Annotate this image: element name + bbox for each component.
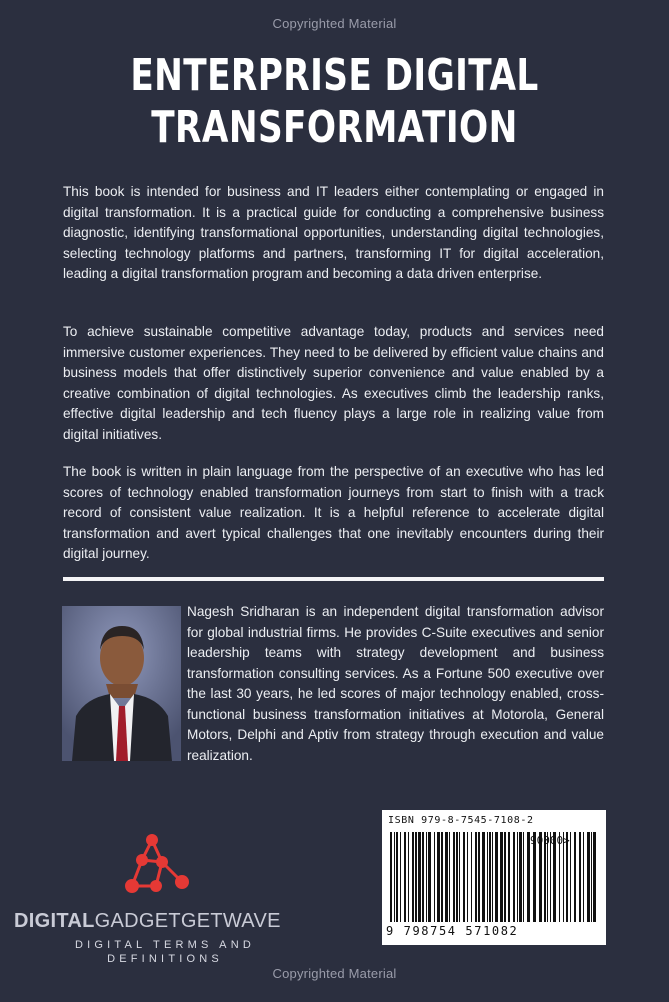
barcode-bar: [471, 832, 472, 922]
description-paragraph-3: The book is written in plain language from the perspective of an executive who has led scores of technology enabled transformation journeys from start to finish with a track record of consistent value realization. It is a helpful reference to accelerate digital transformation and avert typical challenges that one inevitably encounters during their digital journey.: [63, 464, 604, 561]
barcode-bar: [428, 832, 431, 922]
barcode-bar: [583, 832, 584, 922]
brand-watermark: [0, 830, 330, 970]
price-code: 90000>: [530, 834, 570, 847]
barcode-bar: [426, 832, 427, 922]
author-photo: [62, 606, 181, 761]
barcode-bar: [591, 832, 592, 922]
barcode-bar: [517, 832, 518, 922]
barcode-bar: [422, 832, 424, 922]
barcode-bar: [441, 832, 443, 922]
author-bio: Nagesh Sridharan is an independent digital transformation advisor for global industrial firms. He provides C-Suite executives and senior leadership teams with strategy development and business transformation consulting services. As a Fortune 500 executive over the last 30 years, he led scores of major technology enabled, cross-functional business transformation initiatives at Motorola, General Motors, Delphi and Aptiv from strategy through execution and value realization.: [187, 604, 604, 763]
barcode-bar: [453, 832, 455, 922]
barcode-bar: [495, 832, 498, 922]
brand-name-part-1: DIGITAL: [14, 910, 95, 932]
isbn-barcode: [382, 810, 606, 945]
author-portrait-illustration: [62, 606, 181, 761]
barcode-bar: [437, 832, 440, 922]
barcode-bar: [513, 832, 515, 922]
barcode-bar: [508, 832, 510, 922]
brand-tagline: DIGITAL TERMS AND DEFINITIONS: [75, 939, 255, 965]
barcode-bar: [404, 832, 406, 922]
brand-name-part-2: GADGETGETWAVE: [94, 910, 281, 932]
barcode-bar: [390, 832, 392, 922]
barcode-bar: [500, 832, 503, 922]
barcode-bar: [570, 832, 571, 922]
barcode-bar: [394, 832, 395, 922]
barcode-bar: [487, 832, 488, 922]
barcode-bar: [519, 832, 522, 922]
isbn-label: ISBN 979-8-7545-7108-2: [388, 815, 534, 826]
barcode-bar: [579, 832, 581, 922]
barcode-bar: [593, 832, 596, 922]
isbn-digits: 9 798754 571082: [386, 924, 519, 938]
barcode-bar: [574, 832, 576, 922]
barcode-bar: [482, 832, 485, 922]
barcode-bar: [456, 832, 458, 922]
barcode-bar: [400, 832, 401, 922]
title-line-1: ENTERPRISE DIGITAL: [130, 50, 539, 101]
barcode-bar: [492, 832, 493, 922]
title-line-2: TRANSFORMATION: [151, 102, 518, 153]
barcode-bar: [418, 832, 421, 922]
barcode-bar: [489, 832, 491, 922]
network-logo-icon: [122, 830, 202, 900]
barcode-bar: [475, 832, 477, 922]
barcode-bar: [467, 832, 468, 922]
barcode-bar: [434, 832, 435, 922]
barcode-bar: [459, 832, 460, 922]
barcode-bar: [396, 832, 398, 922]
book-title: [74, 50, 596, 154]
barcode-bar: [415, 832, 417, 922]
copyright-watermark-bottom: Copyrighted Material: [272, 966, 397, 981]
barcode-bar: [478, 832, 480, 922]
barcode-bar: [412, 832, 414, 922]
barcode-bar: [523, 832, 524, 922]
barcode-bar: [445, 832, 448, 922]
divider-rule: [63, 577, 604, 581]
barcode-bar: [587, 832, 590, 922]
barcode-bar: [408, 832, 409, 922]
brand-name: [14, 910, 281, 933]
barcode-bar: [504, 832, 506, 922]
barcode-bar: [449, 832, 450, 922]
description-paragraph-1: This book is intended for business and IT leaders either contemplating or engaged in digital transformation. It is a practical guide for conducting a comprehensive business diagnostic, identifying transformational opportunities, understanding digital technologies, selecting technology platforms and partners, transforming IT for digital acceleration, leading a digital transformation program and becoming a data driven enterprise.: [63, 184, 604, 281]
barcode-bar: [463, 832, 465, 922]
copyright-watermark-top: Copyrighted Material: [272, 16, 397, 31]
description-paragraph-2: To achieve sustainable competitive advantage today, products and services need immersive customer experiences. They need to be delivered by efficient value chains and business models that offer distinctively superior convenience and value enabled by a creative combination of digital technologies. As executives climb the leadership ranks, effective digital leadership and tech fluency plays a large role in realizing value from digital initiatives.: [63, 324, 604, 442]
